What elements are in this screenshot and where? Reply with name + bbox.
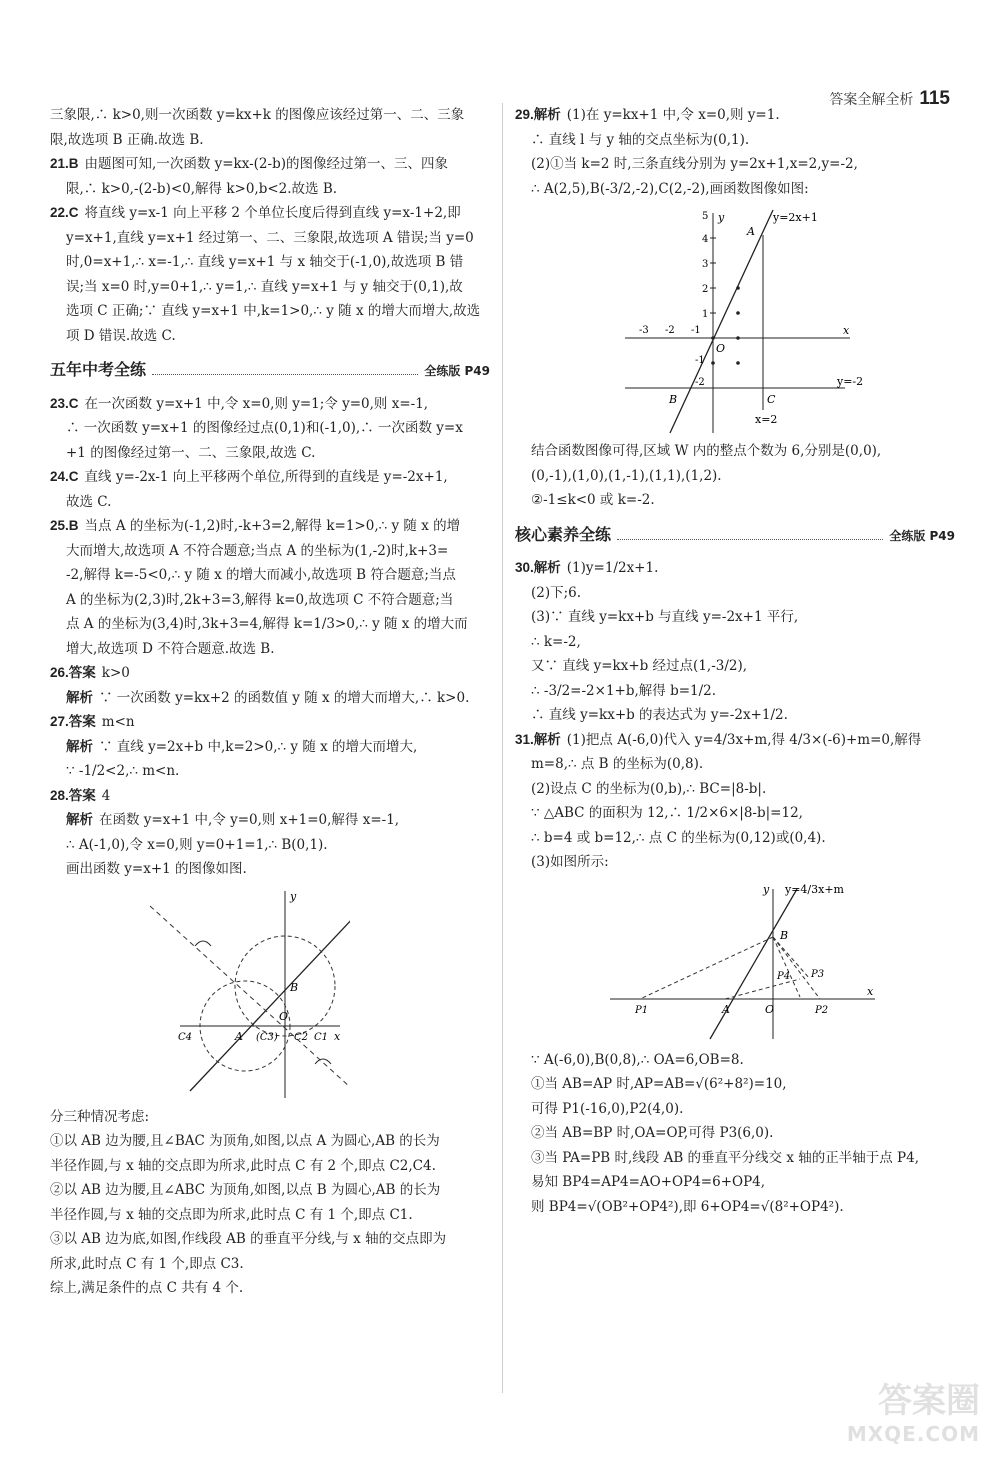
label-c4: C4 bbox=[178, 1031, 193, 1043]
text-line: ①当 AB=AP 时,AP=AB=√(6²+8²)=10, bbox=[531, 1076, 787, 1092]
label-line-eq: y=4/3x+m bbox=[785, 882, 844, 896]
question-31 bbox=[515, 728, 955, 753]
arc-mark bbox=[195, 941, 211, 946]
text-line: ∴ k=-2, bbox=[531, 633, 581, 650]
text-line: 限,故选项 B 正确.故选 B. bbox=[50, 131, 204, 148]
text-line: -2,解得 k=-5<0,∴ y 随 x 的增大而减小,故选项 B 符合题意;当点 bbox=[66, 567, 456, 583]
page-number: 115 bbox=[919, 88, 950, 109]
label-y: y bbox=[763, 882, 770, 896]
text-line: A 的坐标为(2,3)时,2k+3=3,解得 k=0,故选项 C 不符合题意;当 bbox=[66, 591, 454, 608]
question-number: 25.B bbox=[50, 518, 79, 533]
label-a: A bbox=[235, 1029, 243, 1043]
section-ref: 全练版 P49 bbox=[889, 528, 955, 543]
text-line: 三象限,∴ k>0,则一次函数 y=kx+k 的图像应该经过第一、二、三象 bbox=[50, 107, 465, 123]
label-b: B bbox=[669, 393, 678, 406]
label-p3: P3 bbox=[811, 968, 825, 980]
text-line: 半径作圆,与 x 轴的交点即为所求,此时点 C 有 1 个,即点 C1. bbox=[50, 1206, 413, 1223]
question-29 bbox=[515, 103, 955, 128]
text-line: 结合函数图像可得,区域 W 内的整点个数为 6,分别是(0,0), bbox=[531, 443, 882, 459]
question-28 bbox=[50, 784, 490, 809]
label-b: B bbox=[290, 980, 299, 994]
tick-3: 3 bbox=[702, 259, 709, 270]
text-line: (1)y=1/2x+1. bbox=[566, 560, 659, 576]
text-line: 又∵ 直线 y=kx+b 经过点(1,-3/2), bbox=[531, 658, 748, 674]
section-heading bbox=[515, 523, 955, 549]
figure-31-graph bbox=[515, 879, 955, 1044]
text-line: (2)设点 C 的坐标为(0,b),∴ BC=|8-b|. bbox=[531, 780, 767, 797]
section-heading bbox=[50, 358, 490, 384]
text-line: 半径作圆,与 x 轴的交点即为所求,此时点 C 有 2 个,即点 C2,C4. bbox=[50, 1157, 436, 1174]
lattice-point bbox=[736, 336, 740, 340]
explanation bbox=[50, 686, 490, 711]
text-line: m=8,∴ 点 B 的坐标为(0,8). bbox=[531, 756, 704, 772]
question-24 bbox=[50, 465, 490, 490]
label-c: C bbox=[767, 393, 776, 406]
text-line: 在函数 y=x+1 中,令 y=0,则 x+1=0,解得 x=-1, bbox=[99, 812, 400, 828]
text-line: 大而增大,故选项 A 不符合题意;当点 A 的坐标为(1,-2)时,k+3= bbox=[66, 542, 449, 559]
text-line: 限,∴ k>0,-(2-b)<0,解得 k>0,b<2.故选 B. bbox=[66, 180, 338, 197]
text-line: ③以 AB 边为底,如图,作线段 AB 的垂直平分线,与 x 轴的交点即为 bbox=[50, 1231, 447, 1247]
text-line: 综上,满足条件的点 C 共有 4 个. bbox=[50, 1280, 244, 1296]
question-23 bbox=[50, 392, 490, 417]
label-c2: C2 bbox=[294, 1031, 309, 1043]
text-line: ∴ 直线 l 与 y 轴的交点坐标为(0,1). bbox=[531, 131, 750, 148]
label-p1: P1 bbox=[635, 1004, 649, 1016]
tick-4: 4 bbox=[702, 234, 709, 245]
label-y: y bbox=[290, 889, 297, 903]
figure-29-graph bbox=[515, 205, 955, 435]
text-line: 由题图可知,一次函数 y=kx-(2-b)的图像经过第一、三、四象 bbox=[84, 156, 448, 172]
text-line: 易知 BP4=AP4=AO+OP4=6+OP4, bbox=[531, 1174, 766, 1190]
tick-5: 5 bbox=[702, 211, 709, 222]
line-y-4-3x-plus-m bbox=[710, 889, 797, 1039]
text-line: 点 A 的坐标为(3,4)时,3k+3=4,解得 k=1/3>0,∴ y 随 x 的增大而 bbox=[66, 616, 468, 632]
answer: m<n bbox=[101, 714, 135, 730]
text-line: ∵ 一次函数 y=kx+2 的函数值 y 随 x 的增大而增大,∴ k>0. bbox=[99, 689, 470, 706]
answer: 4 bbox=[101, 787, 111, 804]
lattice-point bbox=[736, 311, 740, 315]
text-line: ∴ -3/2=-2×1+b,解得 b=1/2. bbox=[531, 682, 717, 699]
label-c1: C1 bbox=[314, 1031, 329, 1043]
column-divider bbox=[502, 103, 503, 1393]
text-line: 当点 A 的坐标为(-1,2)时,-k+3=2,解得 k=1>0,∴ y 随 x 的增 bbox=[84, 518, 461, 534]
watermark-url: MXQE.COM bbox=[846, 1422, 980, 1446]
label-x-2: x=2 bbox=[755, 413, 778, 426]
text-line: (2)下;6. bbox=[531, 584, 582, 601]
tick-2: 2 bbox=[702, 284, 709, 295]
text-line: 所求,此时点 C 有 1 个,即点 C3. bbox=[50, 1255, 244, 1272]
left-column bbox=[50, 103, 490, 1301]
line-y-2x-plus-1 bbox=[670, 210, 773, 433]
label-a: A bbox=[722, 1002, 730, 1016]
text-line: ①以 AB 边为腰,且∠BAC 为顶角,如图,以点 A 为圆心,AB 的长为 bbox=[50, 1133, 440, 1149]
explanation-label: 解析 bbox=[66, 812, 93, 827]
perpendicular-bisector bbox=[150, 906, 350, 1096]
segment-b-p1 bbox=[640, 937, 773, 999]
text-line: ∴ 直线 y=kx+b 的表达式为 y=-2x+1/2. bbox=[531, 707, 788, 723]
text-line: ③当 PA=PB 时,线段 AB 的垂直平分线交 x 轴的正半轴于点 P4, bbox=[531, 1149, 919, 1166]
text-line: ∴ A(2,5),B(-3/2,-2),C(2,-2),画函数图像如图: bbox=[531, 180, 809, 197]
question-21 bbox=[50, 152, 490, 177]
text-line: 可得 P1(-16,0),P2(4,0). bbox=[531, 1100, 684, 1117]
tick-1: 1 bbox=[702, 309, 709, 320]
text-line: ②当 AB=BP 时,OA=OP,可得 P3(6,0). bbox=[531, 1125, 774, 1141]
tick-x-neg3: -3 bbox=[639, 325, 649, 336]
question-27 bbox=[50, 710, 490, 735]
text-line: 画出函数 y=x+1 的图像如图. bbox=[66, 861, 247, 877]
label-line-eq: y=2x+1 bbox=[773, 211, 818, 224]
text-line: ∵ -1/2<2,∴ m<n. bbox=[66, 763, 180, 779]
label-x: x bbox=[843, 324, 850, 337]
text-line: ②-1≤k<0 或 k=-2. bbox=[531, 492, 655, 508]
question-26 bbox=[50, 661, 490, 686]
text-line: (3)如图所示: bbox=[531, 854, 609, 870]
question-number: 30.解析 bbox=[515, 560, 561, 575]
label-y-minus-2: y=-2 bbox=[837, 375, 864, 388]
text-line: ∴ 一次函数 y=x+1 的图像经过点(0,1)和(-1,0),∴ 一次函数 y=x bbox=[66, 420, 463, 436]
text-line: ∴ b=4 或 b=12,∴ 点 C 的坐标为(0,12)或(0,4). bbox=[531, 829, 826, 846]
tick-x-neg1: -1 bbox=[691, 325, 701, 336]
tick-y-neg2: -2 bbox=[695, 377, 705, 388]
tick-x-neg2: -2 bbox=[665, 325, 675, 336]
label-x: x bbox=[867, 984, 874, 998]
question-number: 28.答案 bbox=[50, 787, 96, 803]
question-number: 21.B bbox=[50, 156, 79, 171]
explanation-label: 解析 bbox=[66, 738, 93, 754]
text-line: (3)∵ 直线 y=kx+b 与直线 y=-2x+1 平行, bbox=[531, 609, 799, 625]
label-b: B bbox=[780, 928, 789, 942]
text-line: ②以 AB 边为腰,且∠ABC 为顶角,如图,以点 B 为圆心,AB 的长为 bbox=[50, 1182, 441, 1198]
label-o: O bbox=[765, 1002, 775, 1016]
explanation bbox=[50, 808, 490, 833]
text-line: ∴ A(-1,0),令 x=0,则 y=0+1=1,∴ B(0,1). bbox=[66, 836, 328, 853]
label-c3: (C3) bbox=[256, 1031, 278, 1043]
question-30 bbox=[515, 556, 955, 581]
lattice-point bbox=[711, 336, 715, 340]
text-line: 在一次函数 y=x+1 中,令 x=0,则 y=1;令 y=0,则 x=-1, bbox=[84, 395, 429, 412]
text-line: ∵ 直线 y=2x+b 中,k=2>0,∴ y 随 x 的增大而增大, bbox=[99, 738, 418, 755]
lattice-point bbox=[736, 286, 740, 290]
text-line: 项 D 错误.故选 C. bbox=[66, 327, 176, 344]
lattice-point bbox=[736, 361, 740, 365]
lattice-point bbox=[711, 361, 715, 365]
segment-a-p4 bbox=[725, 979, 800, 999]
label-a: A bbox=[747, 225, 755, 238]
label-o: O bbox=[279, 1009, 289, 1023]
section-ref: 全练版 P49 bbox=[424, 364, 490, 378]
question-25 bbox=[50, 514, 490, 539]
section-title: 核心素养全练 bbox=[515, 524, 612, 544]
text-line: +1 的图像经过第一、二、三象限,故选 C. bbox=[66, 444, 316, 461]
text-line: 故选 C. bbox=[66, 493, 112, 510]
right-column bbox=[515, 103, 955, 1219]
arc-mark bbox=[315, 1059, 331, 1064]
question-number: 22.C bbox=[50, 205, 79, 220]
tick-y-neg1: -1 bbox=[695, 355, 705, 366]
section-title: 五年中考全练 bbox=[50, 360, 147, 379]
answer: k>0 bbox=[101, 665, 130, 681]
text-line: y=x+1,直线 y=x+1 经过第一、二、三象限,故选项 A 错误;当 y=0 bbox=[66, 229, 474, 246]
leader-dots bbox=[152, 362, 418, 375]
explanation-label: 解析 bbox=[66, 689, 93, 705]
text-line: (2)①当 k=2 时,三条直线分别为 y=2x+1,x=2,y=-2, bbox=[531, 156, 858, 172]
watermark bbox=[800, 1373, 980, 1445]
text-line: (1)把点 A(-6,0)代入 y=4/3x+m,得 4/3×(-6)+m=0,解得 bbox=[566, 731, 922, 748]
question-number: 29.解析 bbox=[515, 107, 561, 122]
label-p4: P4 bbox=[777, 970, 791, 982]
text-line: 误;当 x=0 时,y=0+1,∴ y=1,∴ 直线 y=x+1 与 y 轴交于(0,1),故 bbox=[66, 278, 463, 295]
label-p2: P2 bbox=[815, 1004, 829, 1016]
question-number: 27.答案 bbox=[50, 714, 96, 729]
question-number: 26.答案 bbox=[50, 665, 96, 680]
text-line: 选项 C 正确;∵ 直线 y=x+1 中,k=1>0,∴ y 随 x 的增大而增大,故选 bbox=[66, 303, 481, 319]
figure-28-graph bbox=[50, 886, 350, 1101]
leader-dots bbox=[617, 527, 883, 540]
text-line: 分三种情况考虑: bbox=[50, 1108, 150, 1125]
label-y: y bbox=[718, 211, 725, 224]
text-line: ∵ A(-6,0),B(0,8),∴ OA=6,OB=8. bbox=[531, 1051, 744, 1068]
text-line: (0,-1),(1,0),(1,-1),(1,1),(1,2). bbox=[531, 467, 722, 484]
question-number: 31.解析 bbox=[515, 731, 561, 747]
text-line: 直线 y=-2x-1 向上平移两个单位,所得到的直线是 y=-2x+1, bbox=[84, 469, 448, 485]
explanation bbox=[50, 735, 490, 760]
watermark-logo: 答案圈 bbox=[878, 1381, 980, 1421]
text-line: (1)在 y=kx+1 中,令 x=0,则 y=1. bbox=[566, 107, 780, 123]
question-22 bbox=[50, 201, 490, 226]
text-line: 增大,故选项 D 不符合题意.故选 B. bbox=[66, 640, 275, 657]
text-line: 将直线 y=x-1 向上平移 2 个单位长度后得到直线 y=x-1+2,即 bbox=[84, 205, 461, 221]
text-line: 时,0=x+1,∴ x=-1,∴ 直线 y=x+1 与 x 轴交于(-1,0),故选项 B 错 bbox=[66, 254, 464, 270]
text-line: ∵ △ABC 的面积为 12,∴ 1/2×6×|8-b|=12, bbox=[531, 805, 803, 821]
question-number: 24.C bbox=[50, 469, 79, 484]
question-number: 23.C bbox=[50, 395, 79, 411]
label-o: O bbox=[716, 342, 726, 355]
text-line: 则 BP4=√(OB²+OP4²),即 6+OP4=√(8²+OP4²). bbox=[531, 1198, 844, 1215]
header-title: 答案全解全析 bbox=[829, 92, 914, 108]
label-x: x bbox=[334, 1029, 341, 1043]
